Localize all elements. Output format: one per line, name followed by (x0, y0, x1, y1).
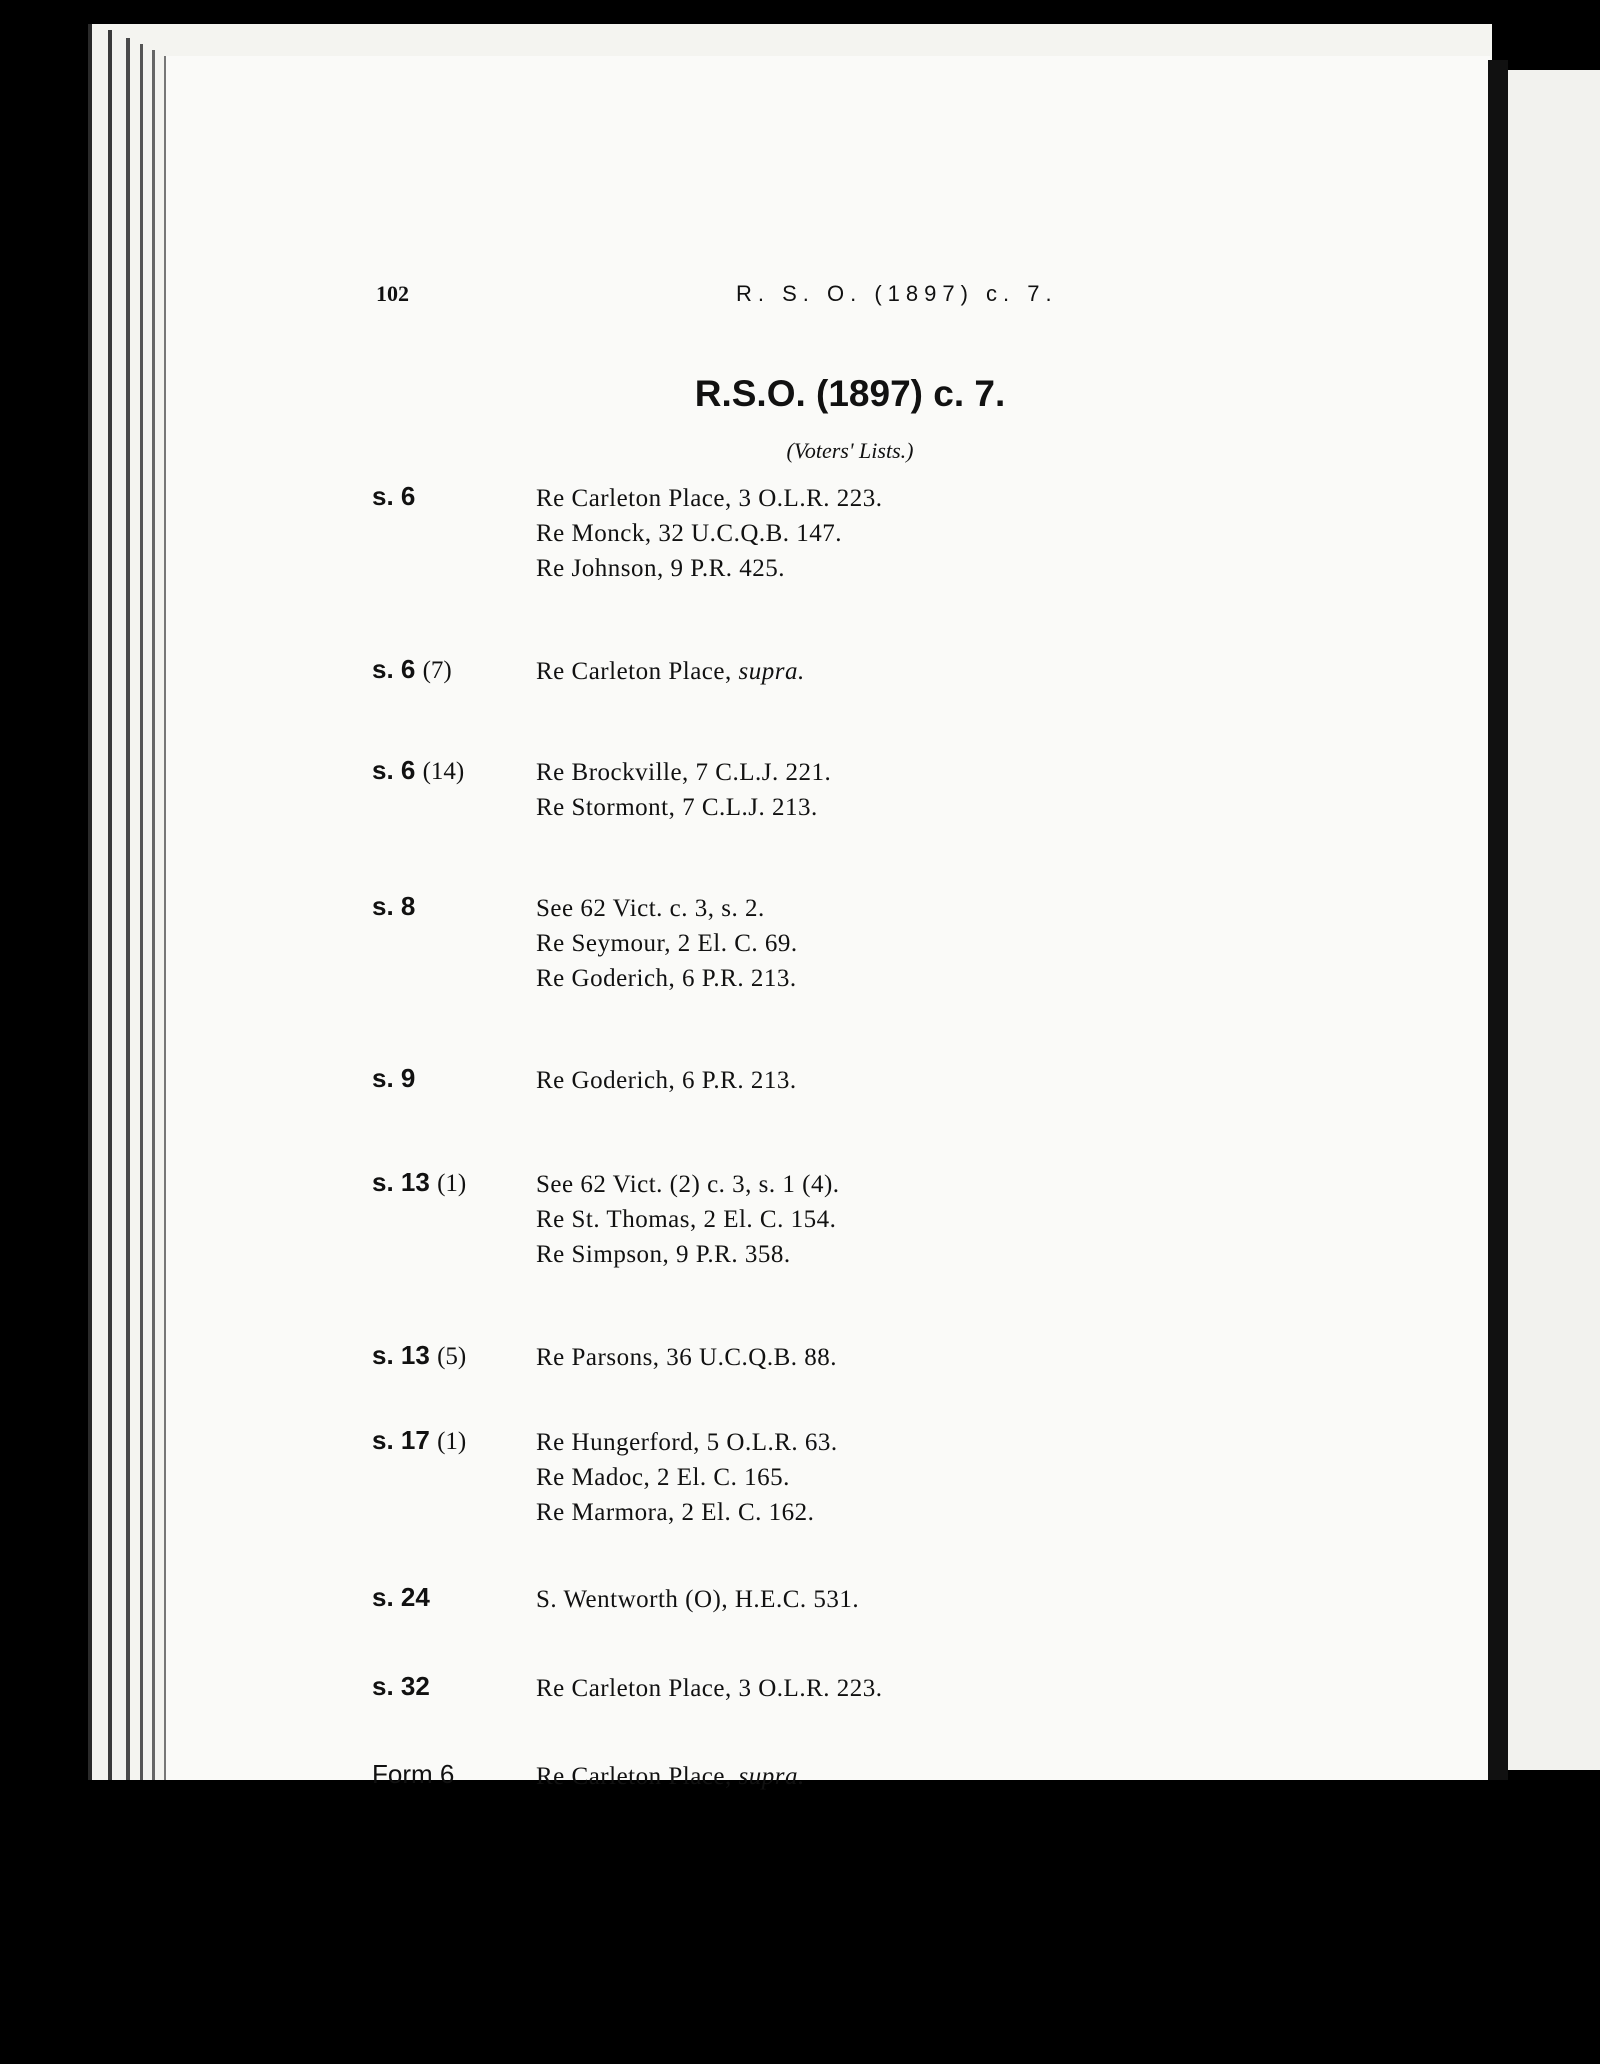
citation: S. Wentworth (O), H.E.C. 531. (536, 1586, 860, 1613)
citation-list (536, 481, 883, 586)
section-ref: s. 13 (1) (372, 1167, 467, 1197)
citation-list (536, 891, 798, 996)
page-title: R.S.O. (1897) c. 7. (694, 373, 1006, 414)
citation-list (536, 1425, 838, 1530)
section-ref: Form 6 (372, 1759, 455, 1789)
citation-list (536, 1063, 797, 1098)
citation: Re Goderich, 6 P.R. 213. (536, 1067, 797, 1094)
section-ref: s. 32 (372, 1671, 430, 1701)
citation-list (536, 1671, 883, 1706)
citation: Re Parsons, 36 U.C.Q.B. 88. (536, 1344, 838, 1371)
citation: Re Carleton Place, 3 O.L.R. 223. (536, 1675, 883, 1702)
background-shadow (40, 1780, 1500, 2064)
section-ref: s. 9 (372, 1063, 416, 1093)
running-head-text: R. S. O. (1897) c. 7. (736, 281, 1058, 306)
citation: See 62 Vict. c. 3, s. 2. (536, 895, 765, 922)
citation-list (536, 654, 805, 689)
section-ref: s. 6 (14) (372, 755, 465, 785)
section-ref: s. 6 (7) (372, 654, 452, 684)
citation-list (536, 1340, 837, 1375)
citation-list (536, 1167, 840, 1272)
facing-page-edge (1508, 70, 1600, 1770)
citation: See 62 Vict. (2) c. 3, s. 1 (4). (536, 1171, 840, 1198)
citation-list (536, 1582, 859, 1617)
citation: Re Johnson, 9 P.R. 425. (536, 555, 786, 582)
citation: Re Carleton Place, 3 O.L.R. 223. (536, 485, 883, 512)
citation: Re Madoc, 2 El. C. 165. (536, 1464, 790, 1491)
book-gutter (1488, 60, 1508, 1780)
running-head (204, 232, 1058, 306)
citation: Re St. Thomas, 2 El. C. 154. (536, 1206, 837, 1233)
citation: Re Brockville, 7 C.L.J. 221. (536, 759, 832, 786)
section-ref: s. 6 (372, 481, 416, 511)
citation: Re Carleton Place, supra. (536, 658, 805, 685)
citation: Re Goderich, 6 P.R. 213. (536, 965, 797, 992)
page-number: 102 (376, 281, 409, 306)
section-ref: s. 24 (372, 1582, 430, 1612)
citation: Re Seymour, 2 El. C. 69. (536, 930, 798, 957)
citation: Re Monck, 32 U.C.Q.B. 147. (536, 520, 843, 547)
section-ref: s. 17 (1) (372, 1425, 467, 1455)
section-ref: s. 8 (372, 891, 416, 921)
section-ref: s. 13 (5) (372, 1340, 467, 1370)
citation-list (536, 755, 831, 825)
page-subtitle: (Voters' Lists.) (786, 438, 914, 463)
citation: Re Simpson, 9 P.R. 358. (536, 1241, 791, 1268)
citation: Re Carleton Place, supra. (536, 1763, 805, 1790)
citation: Re Hungerford, 5 O.L.R. 63. (536, 1429, 838, 1456)
citation: Re Marmora, 2 El. C. 162. (536, 1499, 815, 1526)
citation: Re Stormont, 7 C.L.J. 213. (536, 794, 818, 821)
citation-list (536, 1759, 805, 1794)
